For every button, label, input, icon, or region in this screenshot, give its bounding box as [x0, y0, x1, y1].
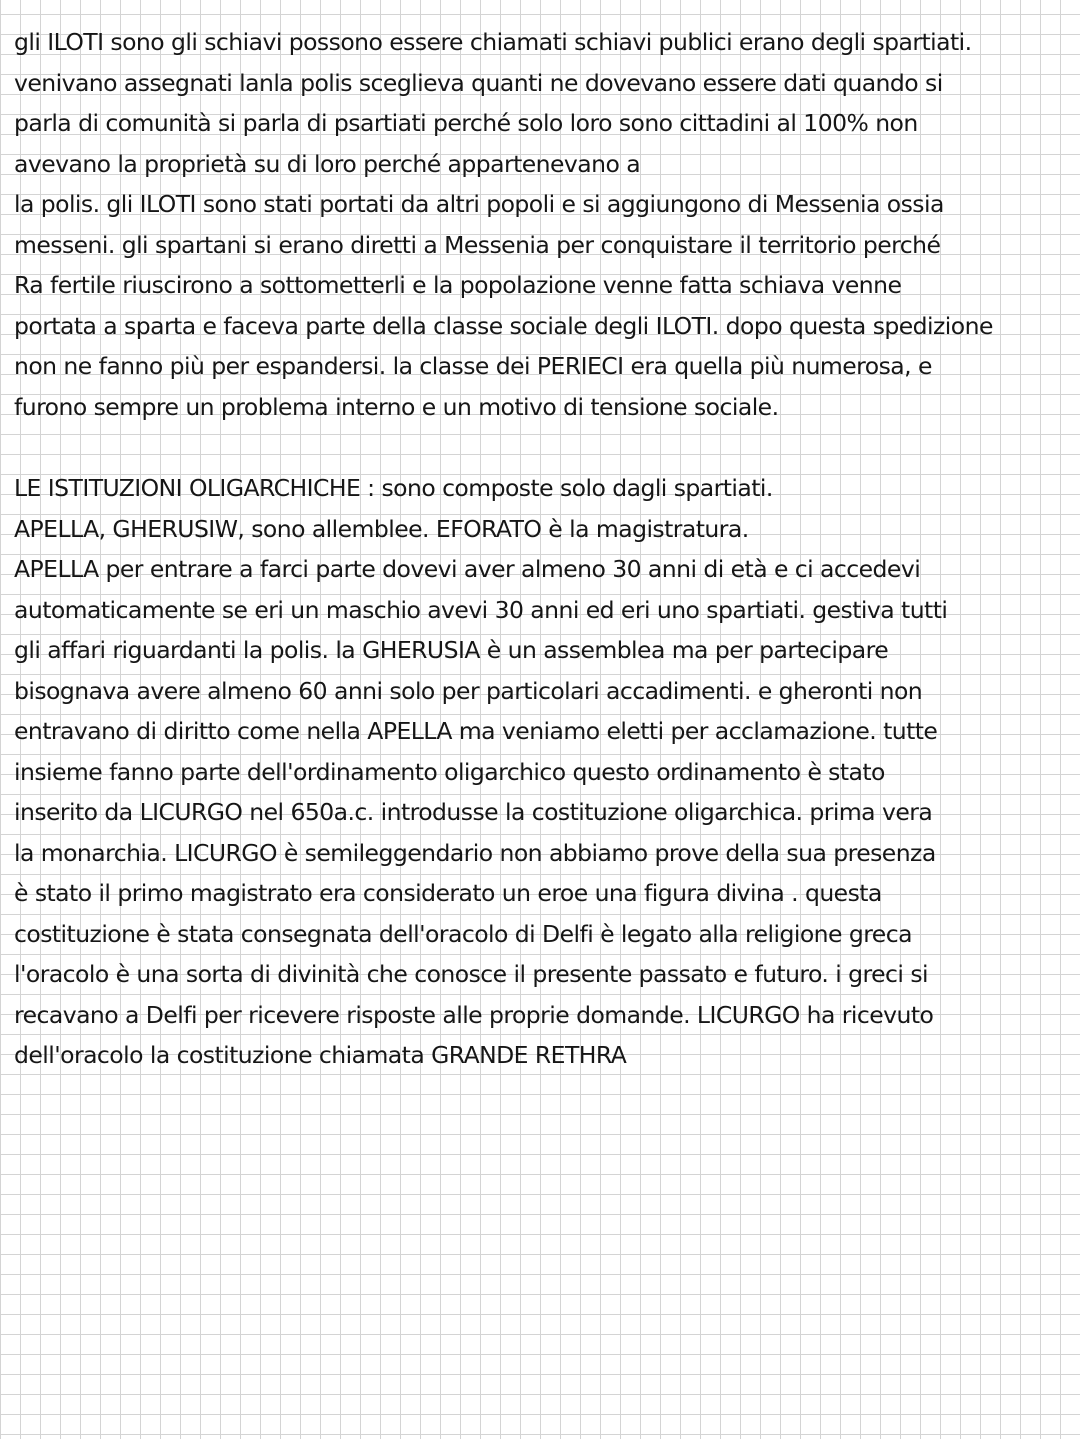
text-line: la monarchia. LICURGO è semileggendario non abbiamo prove della sua presenza — [14, 838, 936, 867]
notes-paragraph-istituzioni — [14, 468, 1072, 1076]
text-line: insieme fanno parte dell'ordinamento oligarchico questo ordinamento è stato — [14, 757, 885, 786]
section-heading-line: LE ISTITUZIONI OLIGARCHICHE : sono composte solo dagli spartiati. — [14, 474, 773, 502]
text-line: l'oracolo è una sorta di divinità che conosce il presente passato e futuro. i greci si — [14, 960, 928, 988]
text-line: gli affari riguardanti la polis. la GHERUSIA è un assemblea ma per partecipare — [14, 636, 889, 664]
text-line: recavano a Delfi per ricevere risposte alle proprie domande. LICURGO ha ricevuto — [14, 1000, 934, 1029]
text-line: furono sempre un problema interno e un motivo di tensione sociale. — [14, 392, 779, 421]
text-line: inserito da LICURGO nel 650a.c. introdusse la costituzione oligarchica. prima vera — [14, 798, 933, 826]
text-line: APELLA per entrare a farci parte dovevi aver almeno 30 anni di età e ci accedevi — [14, 555, 921, 583]
text-line: gli ILOTI sono gli schiavi possono essere chiamati schiavi publici erano degli spartiati. — [14, 28, 972, 56]
text-line: APELLA, GHERUSIW, sono allemblee. EFORATO è la magistratura. — [14, 514, 749, 543]
text-line: messeni. gli spartani si erano diretti a Messenia per conquistare il territorio perché — [14, 230, 941, 259]
text-line: portata a sparta e faceva parte della classe sociale degli ILOTI. dopo questa spedizione — [14, 311, 993, 340]
text-line: entravano di diritto come nella APELLA ma veniamo eletti per acclamazione. tutte — [14, 717, 938, 745]
text-line: è stato il primo magistrato era considerato un eroe una figura divina . questa — [14, 879, 882, 907]
text-line: parla di comunità si parla di psartiati perché solo loro sono cittadini al 100% non — [14, 109, 918, 137]
text-line: la polis. gli ILOTI sono stati portati da altri popoli e si aggiungono di Messenia ossia — [14, 190, 944, 218]
text-line: dell'oracolo la costituzione chiamata GRANDE RETHRA — [14, 1041, 627, 1069]
text-line: venivano assegnati lanla polis sceglieva quanti ne dovevano essere dati quando si — [14, 68, 943, 97]
text-line: Ra fertile riuscirono a sottometterli e la popolazione venne fatta schiava venne — [14, 271, 902, 299]
text-line: costituzione è stata consegnata dell'oracolo di Delfi è legato alla religione greca — [14, 919, 912, 948]
notes-paragraph-iloti — [14, 22, 1072, 427]
text-line: bisognava avere almeno 60 anni solo per particolari accadimenti. e gheronti non — [14, 676, 923, 705]
text-line: non ne fanno più per espandersi. la classe dei PERIECI era quella più numerosa, e — [14, 352, 932, 380]
text-line: avevano la proprietà su di loro perché appartenevano a — [14, 149, 641, 178]
text-line: automaticamente se eri un maschio avevi 30 anni ed eri uno spartiati. gestiva tutti — [14, 595, 948, 624]
